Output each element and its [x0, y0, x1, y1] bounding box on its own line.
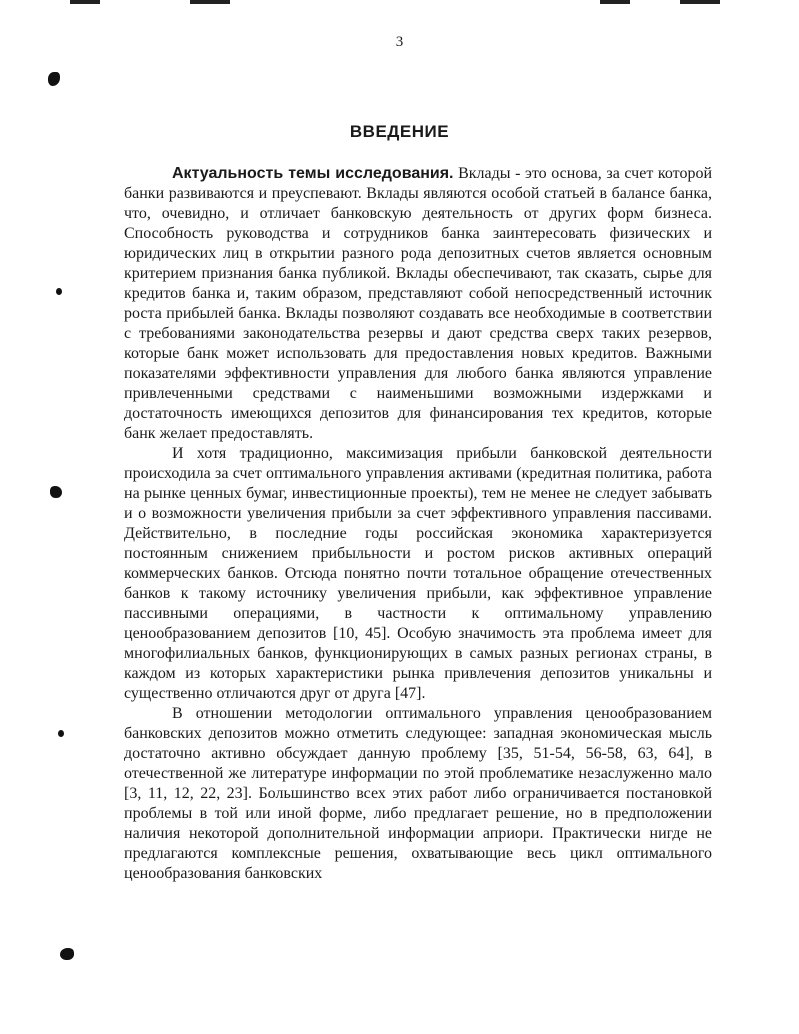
paragraph-2 — [124, 444, 712, 704]
binder-hole-mark — [58, 730, 64, 737]
scan-edge-mark — [190, 0, 230, 4]
binder-hole-mark — [56, 288, 62, 295]
paragraph-text: Вклады - это основа, за счет которой банки развиваются и преуспевают. Вклады являются особой статьей в балансе банка, что, очевидно, и отличает банковскую деятельность от других форм бизнеса. Способность руководства и сотрудников банка заинтересовать физических и юридических лиц в открытии разного рода депозитных счетов является основным критерием признания банка публикой. Вклады обеспечивают, так сказать, сырье для кредитов банка и, таким образом, представляют собой непосредственный источник роста прибылей банка. Вклады позволяют создавать все необходимые в соответствии с требованиями законодательства резервы и дают средства сверх таких резервов, которые банк может использовать для предоставления новых кредитов. Важными показателями эффективности управления для любого банка являются управление привлеченными средствами с наименьшими возможными издержками и достаточность имеющихся депозитов для финансирования тех кредитов, которые банк желает предоставлять. — [124, 165, 712, 442]
page-number: 3 — [395, 34, 404, 50]
paragraph-text: И хотя традиционно, максимизация прибыли банковской деятельности происходила за счет оптимального управления активами (кредитная политика, работа на рынке ценных бумаг, инвестиционные проекты), тем не менее не следует забывать и о возможности увеличения прибыли за счет эффективного управления пассивами. Действительно, в последние годы российская экономика характеризуется постоянным снижением прибыльности и ростом рисков активных операций коммерческих банков. Отсюда понятно почти тотальное обращение отечественных банков к такому источнику увеличения прибыли, как эффективное управление пассивными операциями, в частности к оптимальному управлению ценообразованием депозитов [10, 45]. Особую значимость эта проблема имеет для многофилиальных банков, функционирующих в самых разных регионах страны, в каждом из которых характеристики рынка привлечения депозитов уникальны и существенно отличаются друг от друга [47]. — [124, 445, 712, 702]
paragraph-lead: Актуальность темы исследования. — [172, 165, 454, 182]
binder-hole-mark — [60, 948, 74, 960]
binder-hole-mark — [50, 486, 62, 498]
paragraph-text: В отношении методологии оптимального управления ценообразованием банковских депозитов можно отметить следующее: западная экономическая мысль достаточно активно обсуждает данную проблему [35, 51-54, 56-58, 63, 64], в отечественной же литературе информации по этой проблематике незаслуженно мало [3, 11, 12, 22, 23]. Большинство всех этих работ либо ограничивается постановкой проблемы в той или иной форме, либо предлагает решение, но в предположении наличия некоторой дополнительной информации априори. Практически нигде не предлагаются комплексные решения, охватывающие весь цикл оптимального ценообразования банковских — [124, 705, 712, 882]
paragraph-1 — [124, 164, 712, 444]
scan-edge-mark — [680, 0, 720, 4]
scan-edge-mark — [70, 0, 100, 4]
scan-edge-mark — [600, 0, 630, 4]
paragraph-3 — [124, 704, 712, 884]
body-text — [124, 164, 712, 884]
section-title: ВВЕДЕНИЕ — [349, 122, 450, 141]
binder-hole-mark — [48, 72, 60, 86]
